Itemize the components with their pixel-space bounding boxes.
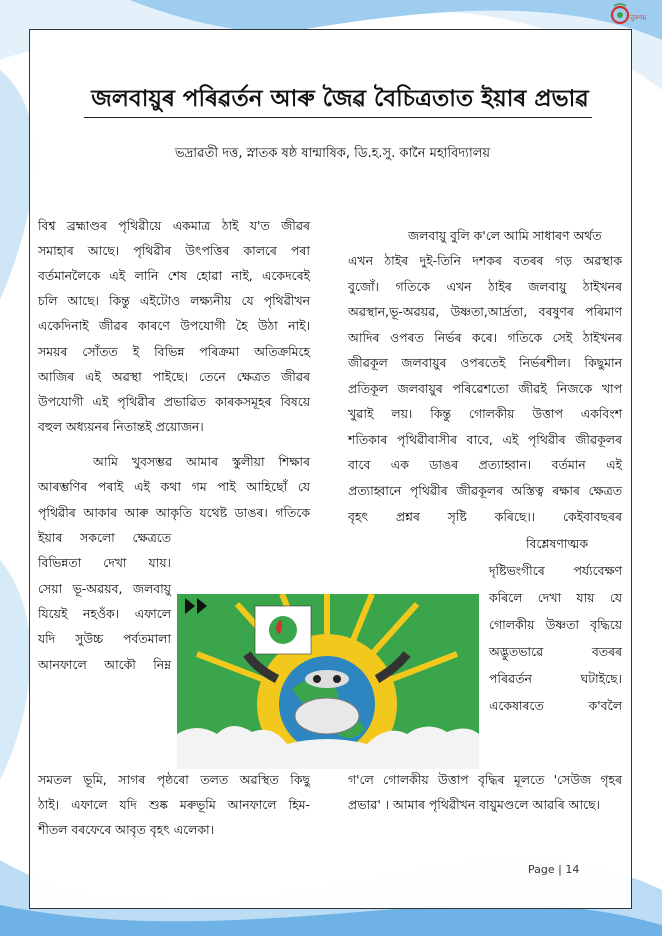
article-author: ভদ্ৰাৱতী দত্ত, স্নাতক ষষ্ঠ ষান্মাষিক, ডি.হ.সু. কানৈ মহাবিদ্যালয়: [174, 146, 491, 161]
left-paragraph-line: যদি সুউচ্চ পৰ্বতমালা: [38, 631, 171, 646]
right-paragraph-line: গোলকীয় উষ্ণতা বৃদ্ধিয়ে: [489, 617, 622, 632]
right-paragraph-line: জলবায়ু বুলি ক'লে আমি সাধাৰণ অৰ্থত: [408, 228, 602, 243]
title-underline: [84, 117, 592, 118]
left-paragraph-line: বিভিন্নতা দেখা যায়।: [38, 555, 171, 570]
right-paragraph-line: বৃহৎ প্ৰশ্নৰ সৃষ্টি কৰিছে।। কেইবাবছৰৰ: [348, 509, 622, 524]
face-mask: [295, 698, 359, 734]
article-title: জলবায়ুৰ পৰিৱৰ্তন আৰু জৈৱ বৈচিত্ৰতাত ইয়াৰ প্ৰভাৱ: [91, 86, 589, 112]
left-paragraph-line: আৰম্ভণিৰ পৰাই এই কথা গম পাই আহিছোঁ যে: [38, 479, 310, 494]
right-paragraph-line: শতিকাৰ পৃথিৱীবাসীৰ বাবে, এই পৃথিৱীৰ জীৱকূলৰ: [348, 432, 622, 447]
right-paragraph-line: অদ্ভুতভাৱে বতৰৰ: [489, 644, 622, 659]
left-paragraph-line: সমাহাৰ আছে। পৃথিৱীৰ উৎপত্তিৰ কালৰে পৰা: [38, 243, 310, 258]
left-paragraph-line: আনফালে আকৌ নিম্ন: [38, 657, 171, 672]
logo-text: নুৰণম: [630, 14, 647, 22]
left-paragraph-line: সেয়া ভূ-অৱয়ব, জলবায়ু: [38, 581, 171, 596]
left-paragraph-line: আজিৰ এই অৱস্থা পাইছে। তেনে ক্ষেত্ৰত জীৱৰ: [38, 369, 310, 384]
climate-illustration: [177, 594, 479, 769]
right-paragraph-line: কৰিলে দেখা যায় যে: [489, 590, 622, 605]
right-paragraph-line: বাবে এক ডাঙৰ প্ৰত্যাহ্বান। বৰ্তমান এই: [348, 457, 622, 472]
left-paragraph-line: পৃথিৱীৰ আকাৰ আৰু আকৃতি যথেষ্ট ডাঙৰ। গতিকে: [38, 505, 310, 520]
right-paragraph-line: আদিৰ ওপৰত নিৰ্ভৰ কৰে। গতিকে সেই ঠাইখনৰ: [348, 330, 622, 345]
left-paragraph-line: আমি খুবসম্ভৱ আমাৰ স্কুলীয়া শিক্ষাৰ: [93, 454, 310, 469]
left-paragraph-line: বিশ্ব ব্ৰহ্মাণ্ডৰ পৃথিৱীয়ে একমাত্ৰ ঠাই য'ত জীৱৰ: [38, 218, 310, 233]
right-paragraph-line: পৰিৱৰ্তন ঘটাইছে।: [489, 671, 622, 686]
left-paragraph-line: ইয়াৰ সকলো ক্ষেত্ৰতে: [38, 530, 171, 545]
right-paragraph-line: প্ৰতিকূল জলবায়ুৰ পৰিৱেশতো জীৱই নিজকে খাপ: [348, 381, 622, 396]
right-paragraph-line: গ'লে গোলকীয় উত্তাপ বৃদ্ধিৰ মূলতে 'সেউজ গৃহৰ: [348, 772, 622, 787]
left-paragraph-line: যিয়েই নহওঁক। এফালে: [38, 606, 171, 621]
right-paragraph-line: প্ৰত্যাহ্বানে পৃথিৱীৰ জীৱকূলৰ অস্তিত্ব ৰক্ষাৰ ক্ষেত্ৰত: [348, 483, 622, 498]
left-paragraph-line: চলি আছে। কিন্তু এইটোও লক্ষ্যনীয় যে পৃথিৱীখন: [38, 293, 310, 308]
right-paragraph-line: এখন ঠাইৰ দুই-তিনি দশকৰ বতৰৰ গড় অৱস্থাক: [348, 253, 622, 268]
left-paragraph-line: ঠাই। এফালে যদি শুষ্ক মৰুভূমি আনফালে হিম-: [38, 797, 310, 812]
right-paragraph-line: জীৱকূল জলবায়ুৰ ওপৰতেই নিৰ্ভৰশীল। কিছুমান: [348, 355, 622, 370]
left-paragraph-line: শীতল বৰফেৰে আবৃত বৃহৎ এলেকা।: [38, 822, 215, 837]
right-paragraph-line: খুৱাই লয়। কিন্তু গোলকীয় উত্তাপ একবিংশ: [348, 406, 622, 421]
left-paragraph-line: বৰ্তমানলৈকে এই লানি শেষ হোৱা নাই, একেদৰেই: [38, 268, 310, 283]
left-paragraph-line: একেদিনাই জীৱৰ কাৰণে উপযোগী হৈ উঠা নাই।: [38, 318, 310, 333]
left-paragraph-line: সময়ৰ সোঁতত ই বিভিন্ন পৰিক্ৰমা অতিক্ৰমিহে: [38, 344, 310, 359]
right-paragraph-line: অৱস্থান,ভূ-অৱয়ৱ, উষ্ণতা,আৰ্দ্ৰতা, বৰষুণৰ পৰিমাণ: [348, 304, 622, 319]
left-paragraph-line: বহুল অধ্যয়নৰ নিতান্তই প্ৰয়োজন।: [38, 419, 204, 434]
page-number: Page | 14: [528, 863, 580, 876]
right-paragraph-line: বিশ্লেষণাত্মক: [526, 536, 589, 551]
right-paragraph-line: প্ৰভাৱ' । আমাৰ পৃথিৱীখন বায়ুমণ্ডলে আৱৰি আছে।: [348, 797, 600, 812]
left-paragraph-line: উপযোগী এই পৃথিৱীৰ প্ৰভাৱিত কাৰকসমূহৰ বিষয়ে: [38, 394, 310, 409]
left-paragraph-line: সমতল ভূমি, সাগৰ পৃষ্ঠৰো তলত অৱস্থিত কিছু: [38, 772, 310, 787]
right-paragraph-line: বুজোঁ। গতিকে এখন ঠাইৰ জলবায়ু ঠাইখনৰ: [348, 279, 622, 294]
right-paragraph-line: একেষাৰতে ক'বলৈ: [489, 698, 622, 713]
right-paragraph-line: দৃষ্টিভংগীৰে পৰ্য্যবেক্ষণ: [489, 563, 622, 578]
